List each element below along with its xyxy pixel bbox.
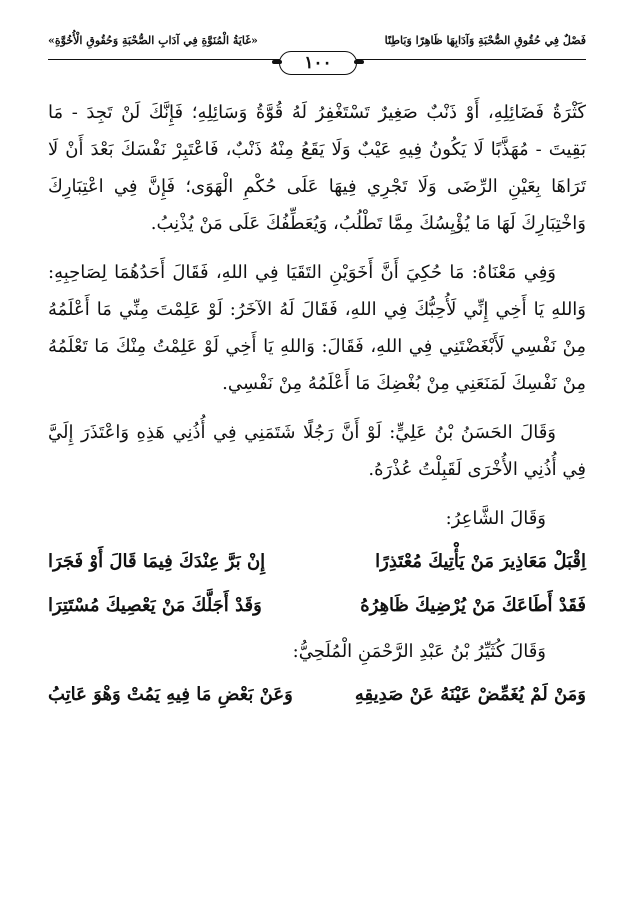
verse-second-hemistich: وَعَنْ بَعْضِ مَا فِيهِ يَمُتْ وَهْوَ عَاتِبُ [48, 684, 293, 705]
page-number-badge [279, 51, 357, 75]
paragraph-two-brothers: وَفِي مَعْنَاهُ: مَا حُكِيَ أَنَّ أَخَوَيْنِ التَقَيَا فِي اللهِ، فَقَالَ أَحَدُهُمَا لِصَاحِبِهِ: وَاللهِ يَا أَخِي إِنِّي لَأُحِبُّكَ فِي اللهِ، فَقَالَ لَهُ الآخَرُ: لَوْ عَلِمْتَ مِنِّي مَا أَعْلَمُهُ مِنْ نَفْسِي لَأَبْغَضْتَنِي فِي اللهِ، فَقَالَ: وَاللهِ يَا أَخِي لَوْ عَلِمْتُ مِنْكَ مَا تَعْلَمُهُ مِنْ نَفْسِكَ لَمَنَعَنِي مِنْ بُغْضِكَ مَا أَعْلَمُهُ مِنْ نَفْسِي. [48, 262, 586, 394]
verse-first-hemistich: فَقَدْ أَطَاعَكَ مَنْ يُرْضِيكَ ظَاهِرُهُ [360, 595, 586, 616]
page-body [48, 94, 586, 722]
verse-line [48, 589, 586, 623]
verse-line [48, 545, 586, 579]
verse-second-hemistich: إِنْ بَرَّ عِنْدَكَ فِيمَا قَالَ أَوْ فَجَرَا [48, 551, 266, 572]
poet-intro: وَقَالَ الشَّاعِرُ: [445, 508, 546, 529]
verse-first-hemistich: اِقْبَلْ مَعَاذِيرَ مَنْ يَأْتِيكَ مُعْتَذِرًا [375, 551, 586, 572]
chapter-title: فَصْلٌ فِي حُقُوقِ الصُّحْبَةِ وَآدَابِهَا ظَاهِرًا وَبَاطِنًا [384, 34, 586, 47]
verse-first-hemistich: وَمَنْ لَمْ يُغَمِّضْ عَيْنَهُ عَنْ صَدِيقِهِ [354, 684, 586, 705]
verse-second-hemistich: وَقَدْ أَجَلَّكَ مَنْ يَعْصِيكَ مُسْتَتِرَا [48, 595, 262, 616]
book-title: «غَايَةُ الْمُنَوَّةِ فِي آدَابِ الصُّحْبَةِ وَحُقُوقِ الْأُخُوَّةِ» [48, 34, 258, 47]
paragraph-hasan-ibn-ali: وَقَالَ الحَسَنُ بْنُ عَلِيٍّ: لَوْ أَنَّ رَجُلًا شَتَمَنِي فِي أُذُنِي هَذِهِ وَاعْتَذَرَ إِلَيَّ فِي أُذُنِي الأُخْرَى لَقَبِلْتُ عُذْرَهُ. [48, 422, 586, 480]
poet-intro: وَقَالَ كُثَيِّرُ بْنُ عَبْدِ الرَّحْمَنِ الْمُلَحِيُّ: [292, 641, 546, 662]
paragraph-virtues: كَثْرَةُ فَضَائِلِهِ، أَوْ ذَنْبٌ صَغِيرٌ تَسْتَغْفِرُ لَهُ قُوَّةُ وَسَائِلِهِ؛ فَإِنَّكَ لَنْ تَجِدَ - مَا بَقِيتَ - مُهَذَّبًا لَا يَكُونُ فِيهِ عَيْبٌ وَلَا يَقَعُ مِنْهُ ذَنْبٌ، فَاعْتَبِرْ نَفْسَكَ بَعْدَ أَنْ لَا تَرَاهَا بِعَيْنِ الرِّضَى وَلَا تَجْرِي فِيهَا عَلَى حُكْمِ الْهَوَى؛ فَإِنَّ فِي اعْتِبَارِكَ وَاخْتِبَارِكَ لَهَا مَا يُؤْيِسُكَ مِمَّا تَطْلُبُ، وَيُعَطِّفُكَ عَلَى مَنْ يُذْنِبُ. [48, 102, 586, 234]
page-number: ١٠٠ [304, 53, 332, 73]
verse-line [48, 678, 586, 712]
